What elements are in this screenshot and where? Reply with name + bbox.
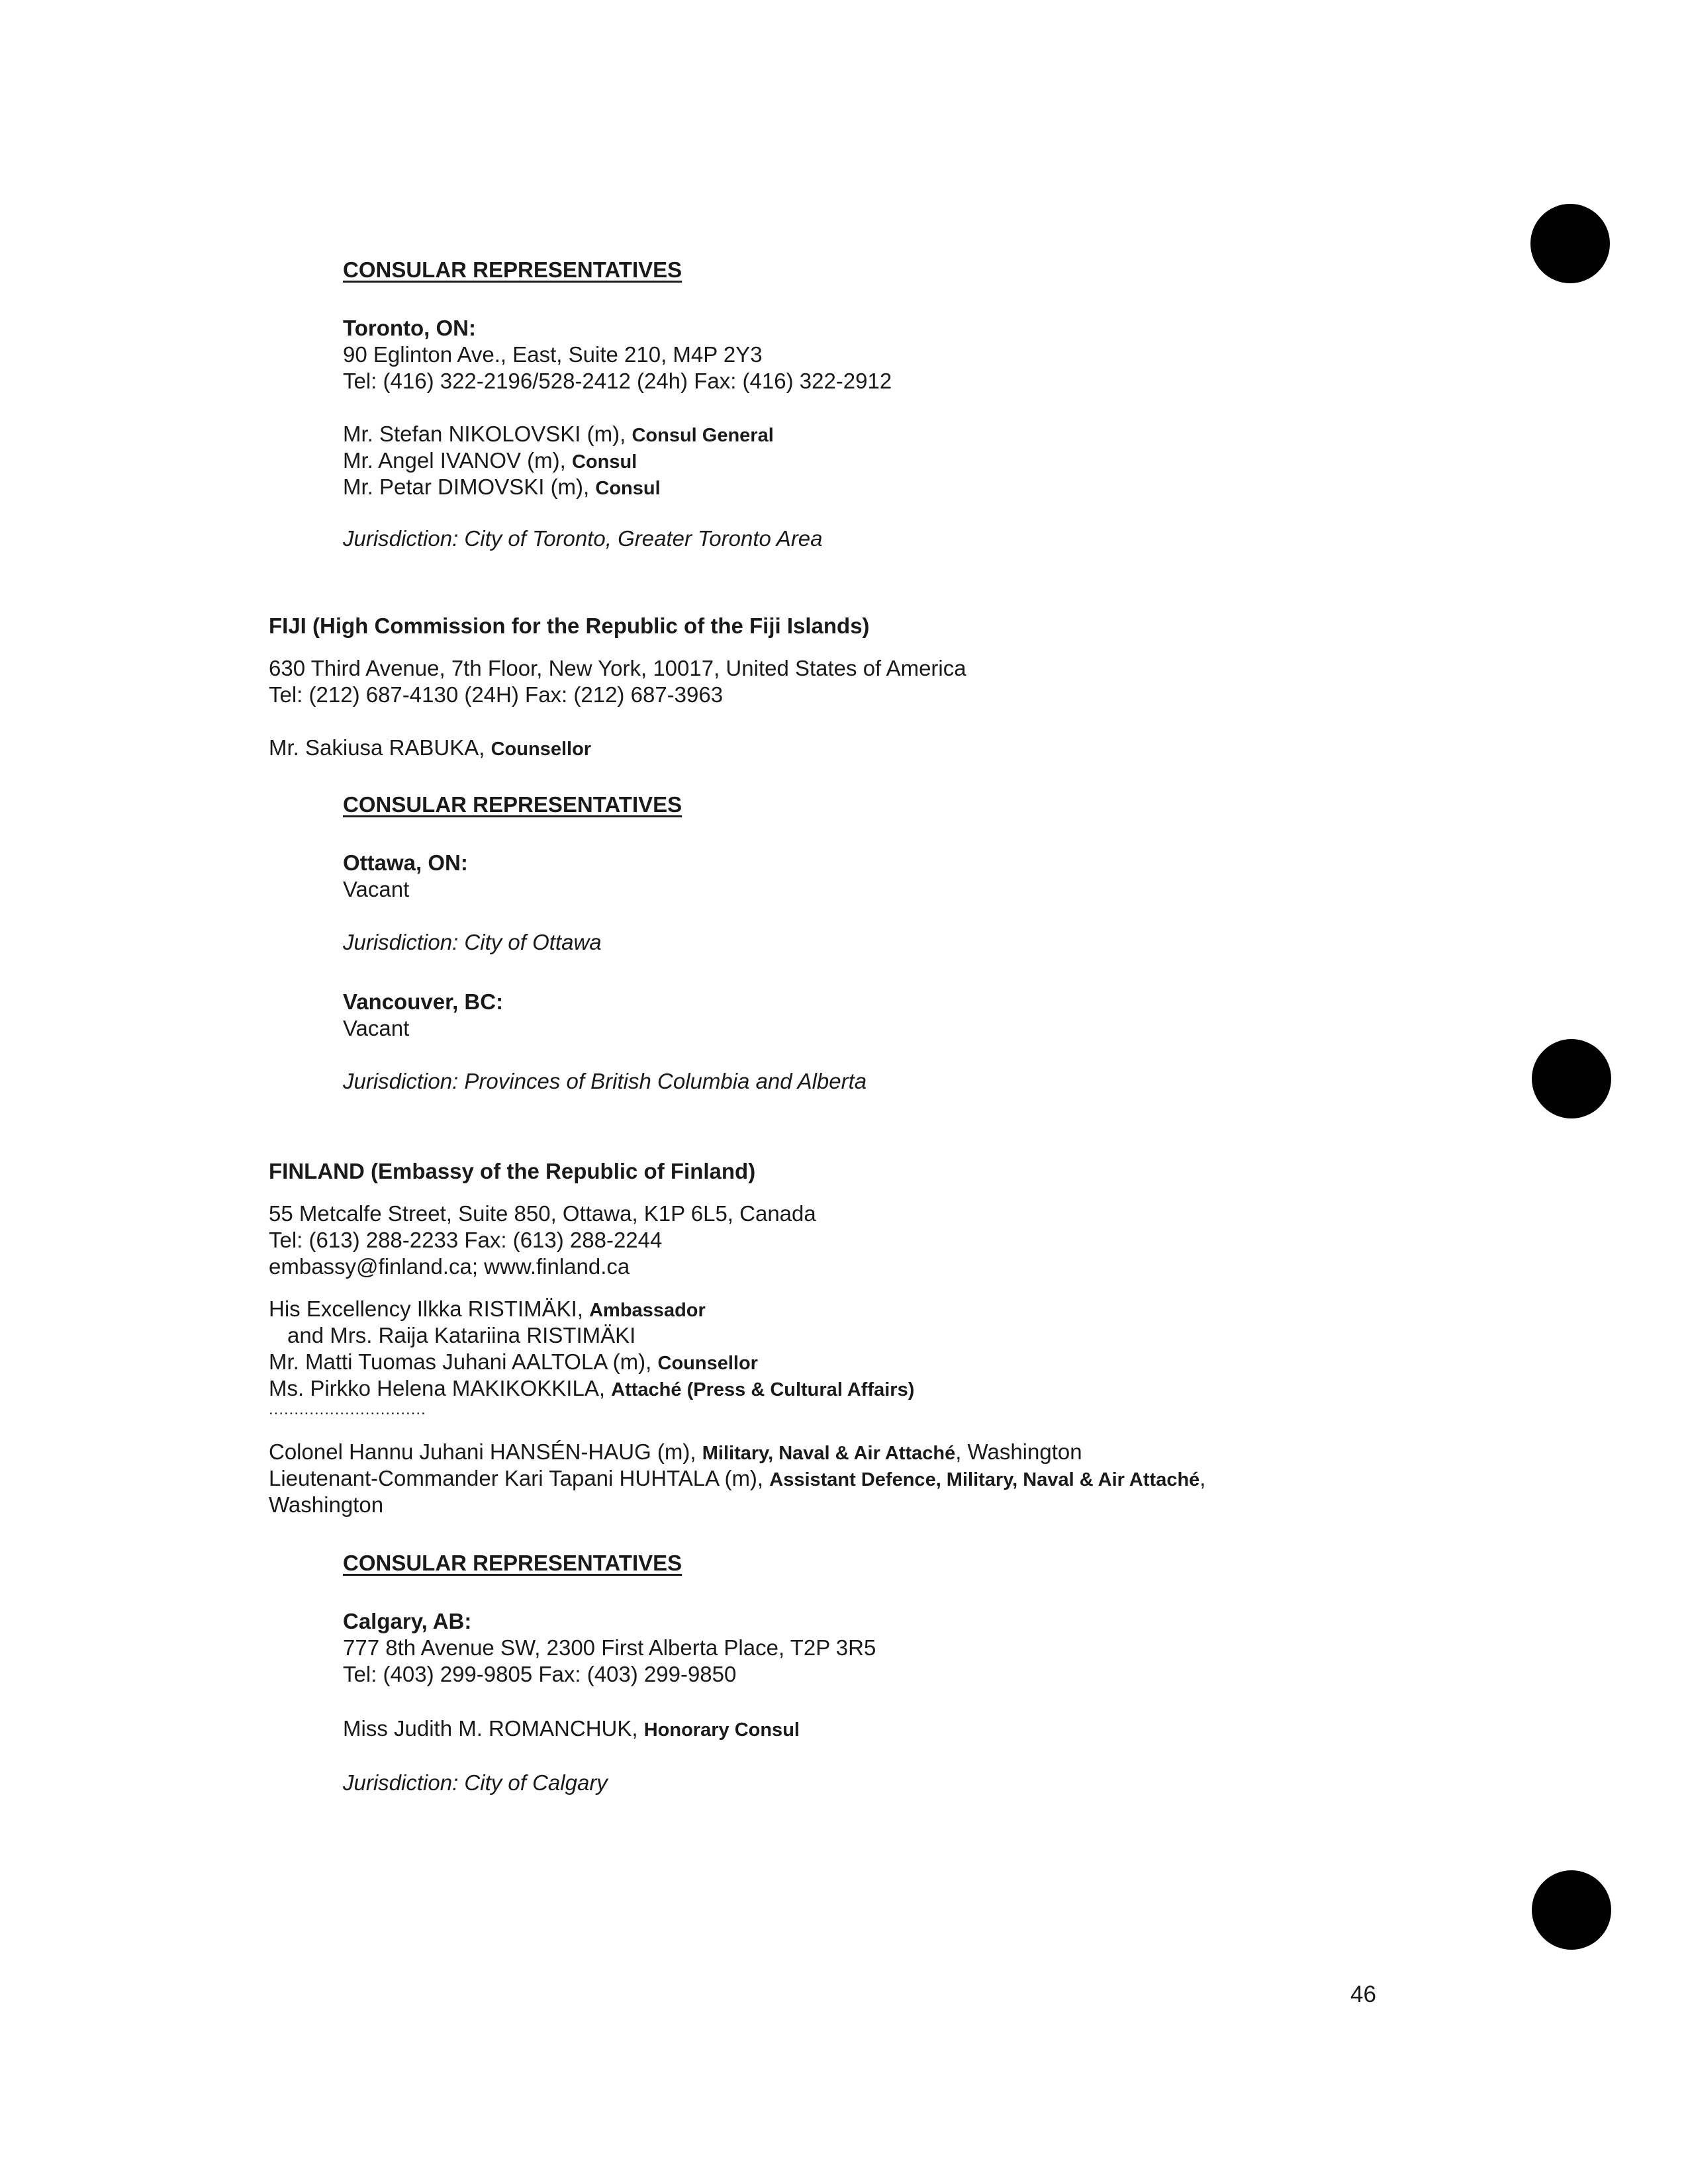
fiji-address: 630 Third Avenue, 7th Floor, New York, 10017, United States of America: [269, 656, 966, 680]
dotted-separator: ...............................: [269, 1400, 426, 1418]
staff-name: Mr. Stefan NIKOLOVSKI (m),: [343, 422, 632, 446]
fiji-consular-heading: CONSULAR REPRESENTATIVES: [343, 792, 682, 817]
staff-title: Counsellor: [657, 1353, 758, 1374]
staff-title: Honorary Consul: [643, 1719, 800, 1741]
finland-staff-1: [269, 1296, 706, 1324]
fiji-staff-1: [269, 735, 591, 762]
staff-name: Lieutenant-Commander Kari Tapani HUHTALA (m),: [269, 1466, 770, 1490]
staff-name: Mr. Angel IVANOV (m),: [343, 448, 572, 473]
punch-hole-bottom: [1532, 1870, 1611, 1950]
staff-title: Consul General: [632, 425, 774, 446]
punch-hole-top: [1530, 204, 1610, 283]
staff-name: Ms. Pirkko Helena MAKIKOKKILA,: [269, 1376, 612, 1400]
page-number: 46: [1350, 1981, 1376, 2007]
fiji-tel: Tel: (212) 687-4130 (24H) Fax: (212) 687-3963: [269, 682, 724, 707]
toronto-staff-2: [343, 447, 637, 475]
toronto-staff-1: [343, 421, 774, 449]
finland-web: embassy@finland.ca; www.finland.ca: [269, 1254, 630, 1279]
staff-title: Counsellor: [491, 739, 592, 760]
toronto-city: Toronto, ON:: [343, 316, 476, 340]
finland-calgary-address: 777 8th Avenue SW, 2300 First Alberta Place, T2P 3R5: [343, 1635, 876, 1660]
fiji-heading: FIJI (High Commission for the Republic of the Fiji Islands): [269, 614, 870, 638]
staff-suffix: ,: [1199, 1466, 1206, 1490]
fiji-ottawa-city: Ottawa, ON:: [343, 850, 468, 875]
staff-title: Ambassador: [589, 1300, 706, 1321]
finland-military-1: [269, 1439, 1082, 1467]
staff-name: and Mrs. Raija Katariina RISTIMÄKI: [287, 1323, 636, 1347]
fiji-vancouver-status: Vacant: [343, 1016, 410, 1040]
toronto-jurisdiction: Jurisdiction: City of Toronto, Greater Toronto Area: [343, 526, 823, 551]
toronto-tel: Tel: (416) 322-2196/528-2412 (24h) Fax: (416) 322-2912: [343, 369, 892, 393]
fiji-vancouver-jurisdiction: Jurisdiction: Provinces of British Columbia and Alberta: [343, 1069, 867, 1093]
finland-heading: FINLAND (Embassy of the Republic of Finland): [269, 1159, 756, 1183]
staff-title: Attaché (Press & Cultural Affairs): [611, 1379, 915, 1400]
finland-calgary-tel: Tel: (403) 299-9805 Fax: (403) 299-9850: [343, 1662, 737, 1686]
finland-staff-2: [287, 1322, 635, 1349]
staff-name: Mr. Matti Tuomas Juhani AALTOLA (m),: [269, 1349, 658, 1374]
staff-title: Military, Naval & Air Attaché: [702, 1443, 956, 1464]
finland-address: 55 Metcalfe Street, Suite 850, Ottawa, K1P 6L5, Canada: [269, 1201, 816, 1226]
staff-name: Mr. Petar DIMOVSKI (m),: [343, 475, 596, 499]
staff-title: Assistant Defence, Military, Naval & Air Attaché: [769, 1469, 1200, 1490]
staff-name: Mr. Sakiusa RABUKA,: [269, 735, 491, 760]
toronto-address: 90 Eglinton Ave., East, Suite 210, M4P 2Y3: [343, 342, 763, 367]
finland-consular-heading: CONSULAR REPRESENTATIVES: [343, 1551, 682, 1575]
finland-military-continued: Washington: [269, 1492, 384, 1517]
toronto-consular-heading: CONSULAR REPRESENTATIVES: [343, 257, 682, 282]
finland-tel: Tel: (613) 288-2233 Fax: (613) 288-2244: [269, 1228, 663, 1252]
finland-staff-3: [269, 1349, 758, 1377]
staff-title: Consul: [571, 451, 637, 473]
fiji-vancouver-city: Vancouver, BC:: [343, 989, 504, 1014]
staff-title: Consul: [595, 478, 661, 499]
finland-calgary-city: Calgary, AB:: [343, 1609, 472, 1633]
staff-name: His Excellency Ilkka RISTIMÄKI,: [269, 1297, 590, 1321]
finland-military-2: [269, 1465, 1205, 1493]
punch-hole-middle: [1532, 1039, 1611, 1118]
staff-name: Colonel Hannu Juhani HANSÉN-HAUG (m),: [269, 1439, 702, 1464]
staff-suffix: , Washington: [955, 1439, 1082, 1464]
toronto-staff-3: [343, 474, 661, 502]
fiji-ottawa-status: Vacant: [343, 877, 410, 901]
finland-calgary-staff-1: [343, 1715, 800, 1743]
finland-calgary-jurisdiction: Jurisdiction: City of Calgary: [343, 1770, 608, 1795]
fiji-ottawa-jurisdiction: Jurisdiction: City of Ottawa: [343, 930, 602, 954]
staff-name: Miss Judith M. ROMANCHUK,: [343, 1716, 644, 1741]
